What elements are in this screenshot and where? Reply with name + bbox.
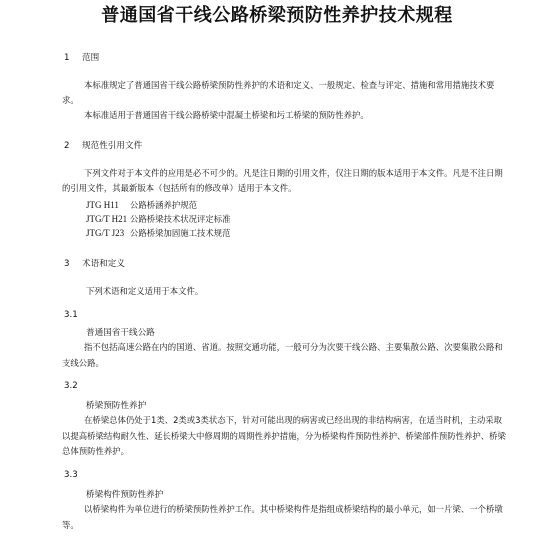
document-title: 普通国省干线公路桥梁预防性养护技术规程: [101, 5, 453, 26]
reference-item: [86, 227, 231, 239]
term-name: 普通国省干线公路: [86, 328, 155, 338]
section-heading-terms: [64, 258, 125, 270]
terms-intro: 下列术语和定义适用于本文件。: [86, 286, 204, 296]
term-definition: 在桥梁总体仍处于1类、2类或3类状态下，针对可能出现的病害或已经出现的非结构病害，在适当时机，主动采取以提高桥梁结构耐久性、延长桥梁大中修周期的周期性养护措施，分为桥梁构件预防性养护、桥梁部件预防性养护、桥梁总体预防性养护。: [62, 415, 506, 456]
section-number: 3: [64, 259, 70, 269]
section-title: 范围: [82, 53, 100, 63]
section-heading-scope: [64, 52, 99, 64]
term-name: 桥梁构件预防性养护: [86, 490, 164, 500]
references-intro: 下列文件对于本文件的应用是必不可少的。凡是注日期的引用文件，仅注日期的版本适用于本文件。凡是不注日期的引用文件，其最新版本（包括所有的修改单）适用于本文件。: [62, 168, 503, 193]
reference-code: JTG H11: [86, 200, 119, 210]
section-title: 规范性引用文件: [82, 141, 143, 151]
reference-name: 公路桥涵养护规范: [130, 200, 197, 210]
reference-name: 公路桥梁技术状况评定标准: [130, 214, 231, 224]
term-definition: 指不包括高速公路在内的国道、省道。按照交通功能，一般可分为次要干线公路、主要集散公路、次要集散公路和支线公路。: [62, 342, 503, 368]
scope-paragraph-1: 本标准规定了普通国省干线公路桥梁预防性养护的术语和定义、一般规定、检查与评定、措施和常用措施技术要求。: [62, 80, 495, 105]
section-number: 2: [64, 141, 70, 151]
reference-code: JTG/T H21: [86, 214, 128, 224]
reference-item: [86, 213, 231, 225]
reference-item: [86, 199, 197, 211]
term-definition: 以桥梁构件为单位进行的桥梁预防性养护工作。其中桥梁构件是指组成桥梁结构的最小单元，如一片梁、一个桥墩等。: [62, 504, 503, 530]
reference-name: 公路桥梁加固施工技术规范: [130, 228, 231, 238]
section-heading-references: [64, 140, 142, 152]
term-number: 3.2: [64, 381, 78, 391]
term-number: 3.1: [64, 310, 78, 320]
reference-code: JTG/T J23: [86, 228, 125, 238]
term-name: 桥梁预防性养护: [86, 401, 147, 411]
scope-paragraph-2: 本标准适用于普通国省干线公路桥梁中混凝土桥梁和圬工桥梁的预防性养护。: [84, 110, 369, 120]
term-number: 3.3: [64, 470, 78, 480]
section-title: 术语和定义: [82, 259, 125, 269]
section-number: 1: [64, 53, 70, 63]
